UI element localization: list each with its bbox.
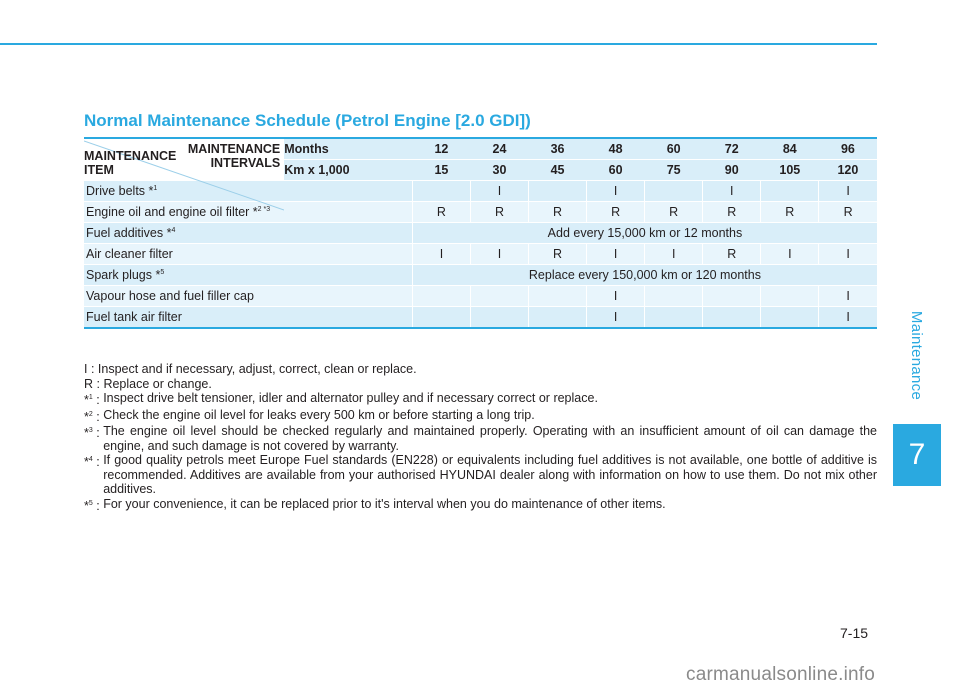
intervals-corner-label: MAINTENANCE INTERVALS (187, 142, 281, 170)
footnote-key: *$^3$ : (84, 426, 104, 440)
footnote-key: R : (84, 376, 104, 391)
months-value: 84 (761, 138, 819, 160)
interval-cell (412, 181, 470, 202)
months-label: Months (284, 138, 412, 160)
interval-cell (529, 181, 587, 202)
maintenance-item: Fuel additives *$^4$ (84, 223, 412, 244)
watermark: carmanualsonline.info (686, 664, 876, 685)
maintenance-item: Spark plugs *$^5$ (84, 265, 412, 286)
months-header-row (84, 138, 877, 160)
footnote-key: *$^2$ : (84, 409, 104, 424)
footnote (84, 362, 877, 377)
interval-cell: I (587, 286, 645, 307)
km-value: 105 (761, 160, 819, 181)
footnote (84, 453, 877, 497)
maintenance-item: Engine oil and engine oil filter *$^{2 *3}$ (84, 202, 412, 223)
table-row (84, 223, 877, 244)
table-row (84, 286, 877, 307)
interval-cell (529, 286, 587, 307)
km-value: 90 (703, 160, 761, 181)
interval-cell: R (645, 202, 703, 223)
months-value: 96 (819, 138, 877, 160)
footnote-marker: 2 *3 (257, 206, 271, 213)
footnote-text: If good quality petrols meet Europe Fuel standards (EN228) or equivalents including fuel additives is not available, one bottle of additive is recommended. Additives are available from your authorised HYUNDAI dealer along with information on how to use them. Do not mix other additives. (103, 453, 877, 496)
interval-cell: R (819, 202, 877, 223)
interval-cell: I (587, 181, 645, 202)
footnote-marker: 5 (160, 269, 165, 276)
interval-cell: R (529, 244, 587, 265)
interval-cell: R (703, 244, 761, 265)
interval-note: Add every 15,000 km or 12 months (412, 223, 877, 244)
footnote-key: I : (84, 362, 98, 376)
months-value: 60 (645, 138, 703, 160)
km-value: 120 (819, 160, 877, 181)
interval-cell: I (819, 286, 877, 307)
footnote-key: *$^5$ : (84, 498, 104, 513)
interval-cell: I (819, 244, 877, 265)
km-value: 15 (412, 160, 470, 181)
section-title: Normal Maintenance Schedule (Petrol Engine [2.0 GDI]) (84, 111, 531, 130)
interval-cell (412, 307, 470, 329)
interval-cell (703, 286, 761, 307)
interval-cell: I (703, 181, 761, 202)
maintenance-item: Air cleaner filter (84, 244, 412, 265)
table-row (84, 307, 877, 329)
footnote (84, 391, 877, 408)
footnote (84, 497, 877, 514)
interval-cell: I (412, 244, 470, 265)
section-side-label: Maintenance (908, 310, 926, 400)
footnote-key: *$^4$ : (84, 455, 104, 469)
km-value: 60 (587, 160, 645, 181)
interval-cell (645, 181, 703, 202)
header-rule (0, 43, 877, 45)
maintenance-item: Vapour hose and fuel filler cap (84, 286, 412, 307)
maintenance-schedule-table (84, 137, 877, 329)
interval-note: Replace every 150,000 km or 120 months (412, 265, 877, 286)
interval-cell: I (470, 181, 528, 202)
interval-cell: R (587, 202, 645, 223)
km-value: 45 (529, 160, 587, 181)
interval-cell (645, 286, 703, 307)
interval-cell: I (470, 244, 528, 265)
chapter-number-tab: 7 (893, 424, 941, 486)
interval-cell: R (529, 202, 587, 223)
footnote-marker: 4 (171, 227, 176, 234)
months-value: 36 (529, 138, 587, 160)
maintenance-item: Fuel tank air filter (84, 307, 412, 329)
table-row (84, 244, 877, 265)
interval-cell (412, 286, 470, 307)
footnote (84, 408, 877, 425)
interval-cell: R (761, 202, 819, 223)
km-value: 75 (645, 160, 703, 181)
interval-cell: I (587, 244, 645, 265)
interval-cell: I (819, 307, 877, 329)
km-value: 30 (470, 160, 528, 181)
footnote-text: Replace or change. (103, 376, 212, 391)
table-row (84, 265, 877, 286)
interval-cell (470, 307, 528, 329)
footnote-text: Check the engine oil level for leaks every 500 km or before starting a long trip. (103, 407, 535, 422)
interval-cell (761, 286, 819, 307)
months-value: 12 (412, 138, 470, 160)
interval-cell: I (819, 181, 877, 202)
interval-cell: R (470, 202, 528, 223)
footnote-text: Inspect and if necessary, adjust, correct, clean or replace. (97, 362, 417, 376)
footnote-text: Inspect drive belt tensioner, idler and alternator pulley and if necessary correct or replace. (103, 391, 598, 405)
interval-cell: I (645, 244, 703, 265)
interval-cell: I (761, 244, 819, 265)
footnotes (84, 362, 877, 513)
months-value: 72 (703, 138, 761, 160)
maintenance-item: Drive belts *$^1$ (84, 181, 412, 202)
footnote-marker: 1 (153, 185, 158, 192)
months-value: 24 (470, 138, 528, 160)
item-corner-label: MAINTENANCE ITEM (84, 149, 177, 177)
interval-cell (761, 181, 819, 202)
footnote (84, 377, 877, 392)
months-value: 48 (587, 138, 645, 160)
interval-cell (703, 307, 761, 329)
interval-cell: R (412, 202, 470, 223)
interval-cell (470, 286, 528, 307)
header-corner-cell (84, 138, 284, 181)
footnote-text: The engine oil level should be checked regularly and maintained properly. Operating with an insufficient amount of oil can damage the engine, and such damage is not covered by warranty. (103, 424, 877, 453)
interval-cell (761, 307, 819, 329)
footnote (84, 424, 877, 453)
interval-cell: I (587, 307, 645, 329)
interval-cell: R (703, 202, 761, 223)
page-number: 7-15 (840, 625, 869, 641)
interval-cell (645, 307, 703, 329)
footnote-key: *$^1$ : (84, 393, 104, 407)
interval-cell (529, 307, 587, 329)
footnote-text: For your convenience, it can be replaced prior to it's interval when you do maintenance of other items. (103, 496, 666, 511)
km-label: Km x 1,000 (284, 160, 412, 181)
